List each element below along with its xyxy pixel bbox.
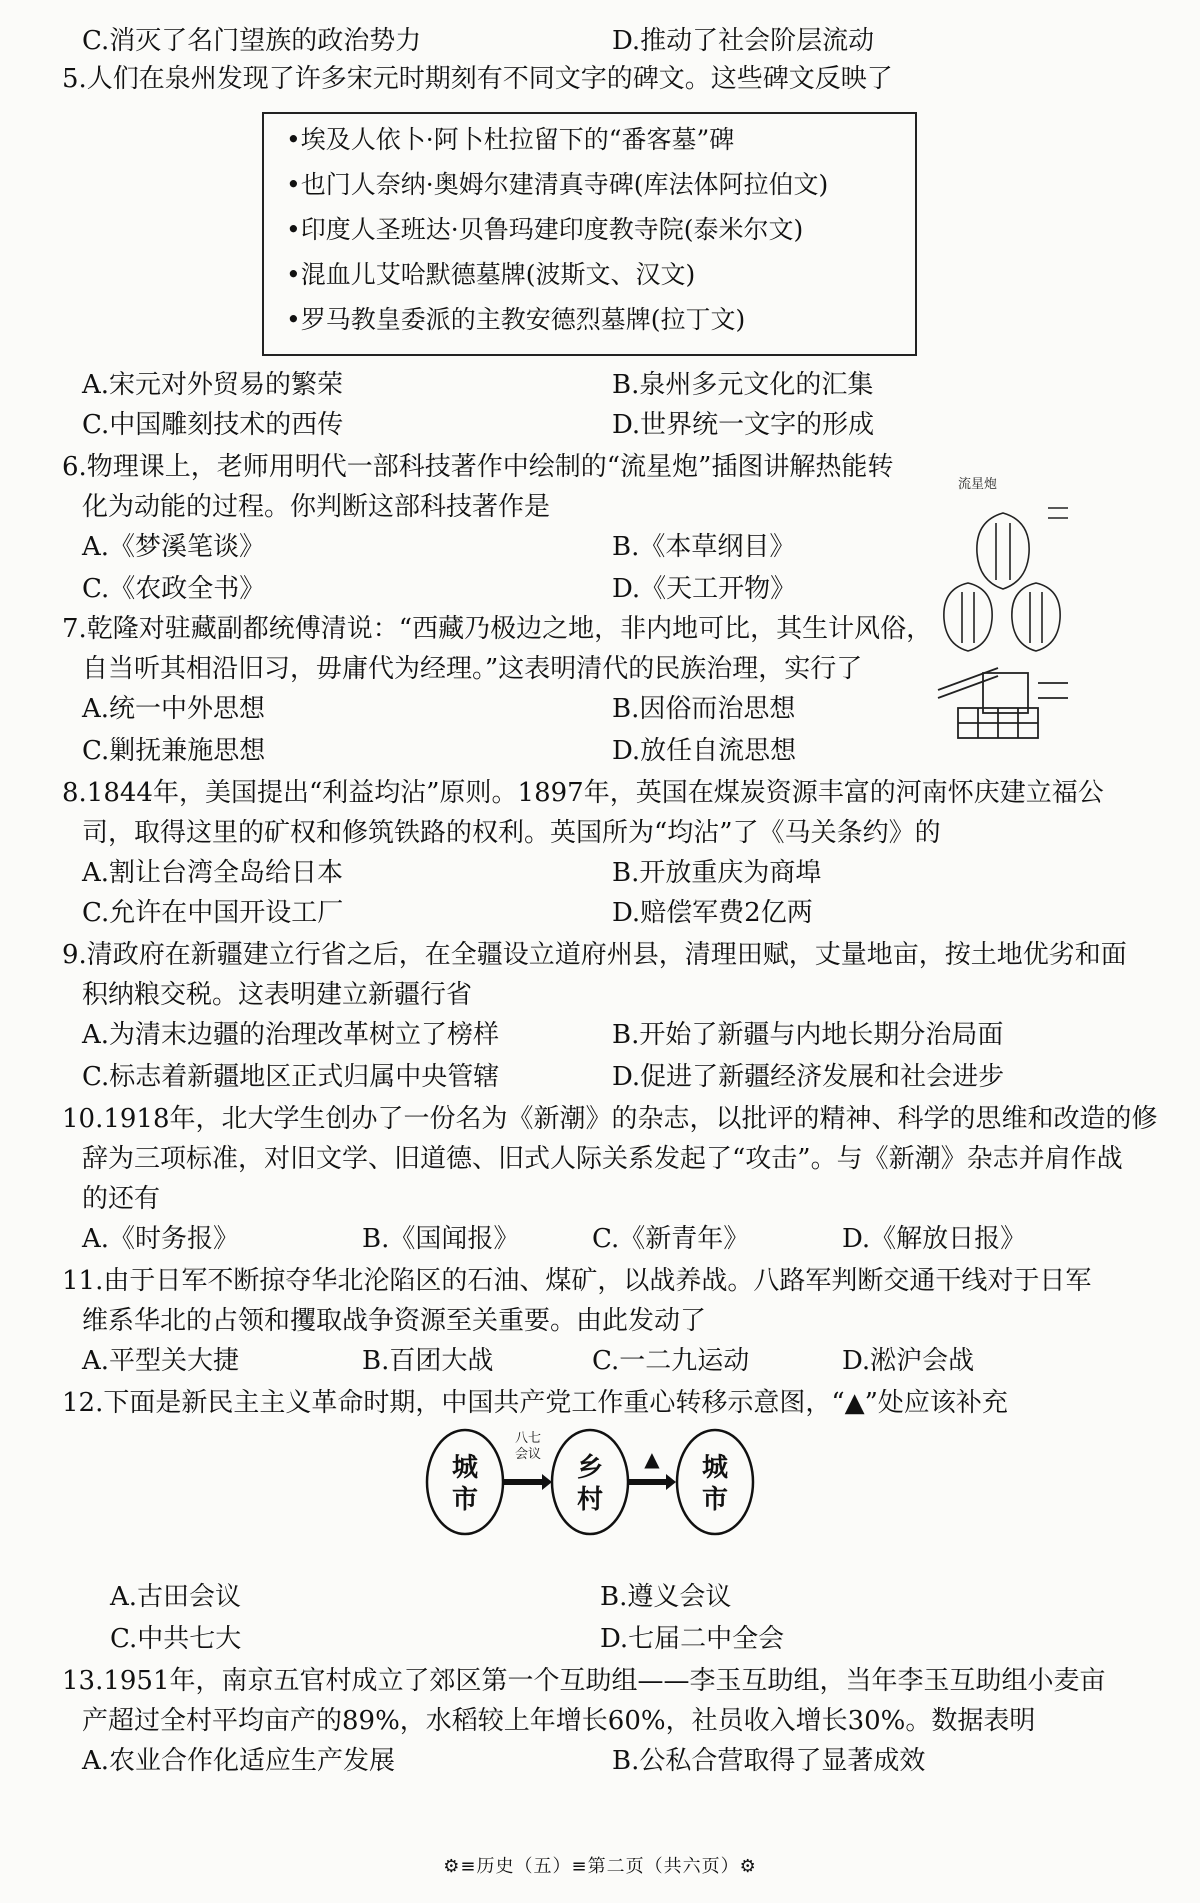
q10-option-d: D.《解放日报》 bbox=[842, 1224, 1027, 1254]
work-focus-transfer-diagram bbox=[420, 1420, 760, 1545]
q7-stem-line2: 自当听其相沿旧习，毋庸代为经理。”这表明清代的民族治理，实行了 bbox=[82, 654, 863, 684]
q8-stem-line1: 8.1844年，美国提出“利益均沾”原则。1897年，英国在煤炭资源丰富的河南怀庆建立福公 bbox=[62, 778, 1104, 808]
q10-option-b: B.《国闻报》 bbox=[362, 1224, 520, 1254]
q9-stem-line1: 9.清政府在新疆建立行省之后，在全疆设立道府州县，清理田赋，丈量地亩，按土地优劣和面 bbox=[62, 940, 1127, 970]
illustration-title: 流星炮 bbox=[958, 477, 998, 492]
q10-option-c: C.《新青年》 bbox=[592, 1224, 750, 1254]
q8-stem-line2: 司，取得这里的矿权和修筑铁路的权利。英国所为“均沾”了《马关条约》的 bbox=[82, 818, 941, 848]
q9-option-a: A.为清末边疆的治理改革树立了榜样 bbox=[82, 1020, 500, 1050]
rocket-cluster-drawing bbox=[944, 508, 1068, 651]
q5-stem: 5.人们在泉州发现了许多宋元时期刻有不同文字的碑文。这些碑文反映了 bbox=[62, 64, 893, 94]
q5-inscription-box bbox=[262, 112, 917, 356]
q11-stem-line2: 维系华北的占领和攫取战争资源至关重要。由此发动了 bbox=[82, 1306, 707, 1336]
q6-option-c: C.《农政全书》 bbox=[82, 574, 266, 604]
q5-box-item-2: •也门人奈纳·奥姆尔建清真寺碑(库法体阿拉伯文) bbox=[286, 170, 829, 199]
node2-char2: 村 bbox=[576, 1485, 604, 1515]
page-footer: ⚙≡历史（五）≡第二页（共六页）⚙ bbox=[443, 1856, 757, 1877]
q8-option-a: A.割让台湾全岛给日本 bbox=[82, 858, 344, 888]
q9-option-d: D.促进了新疆经济发展和社会进步 bbox=[612, 1062, 1005, 1092]
q5-option-a: A.宋元对外贸易的繁荣 bbox=[82, 370, 344, 400]
cannon-launcher-drawing bbox=[938, 668, 1068, 738]
arrow-eight-seven-meeting bbox=[504, 1474, 552, 1490]
q5-option-b: B.泉州多元文化的汇集 bbox=[612, 370, 874, 400]
q7-option-d: D.放任自流思想 bbox=[612, 736, 797, 766]
q7-stem-line1: 7.乾隆对驻藏副都统傅清说：“西藏乃极边之地，非内地可比，其生计风俗， bbox=[62, 614, 933, 644]
meteor-cannon-illustration bbox=[928, 468, 1078, 758]
node1-char1: 城 bbox=[451, 1453, 479, 1483]
q8-option-c: C.允许在中国开设工厂 bbox=[82, 898, 344, 928]
q12-stem: 12.下面是新民主主义革命时期，中国共产党工作重心转移示意图，“▲”处应该补充 bbox=[62, 1388, 1008, 1418]
q11-stem-line1: 11.由于日军不断掠夺华北沦陷区的石油、煤矿，以战养战。八路军判断交通干线对于日军 bbox=[62, 1266, 1092, 1296]
q6-stem-line1: 6.物理课上，老师用明代一部科技著作中绘制的“流星炮”插图讲解热能转 bbox=[62, 452, 894, 482]
q9-option-b: B.开始了新疆与内地长期分治局面 bbox=[612, 1020, 1004, 1050]
q6-option-b: B.《本草纲目》 bbox=[612, 532, 796, 562]
q13-stem-line2: 产超过全村平均亩产的89%，水稻较上年增长60%，社员收入增长30%。数据表明 bbox=[82, 1706, 1036, 1736]
q7-option-c: C.剿抚兼施思想 bbox=[82, 736, 266, 766]
q4-option-c: C.消灭了名门望族的政治势力 bbox=[82, 26, 422, 56]
q10-stem-line2: 辞为三项标准，对旧文学、旧道德、旧式人际关系发起了“攻击”。与《新潮》杂志并肩作战 bbox=[82, 1144, 1123, 1174]
q5-box-item-5: •罗马教皇委派的主教安德烈墓牌(拉丁文) bbox=[286, 305, 746, 334]
node3-char1: 城 bbox=[701, 1453, 729, 1483]
triangle-placeholder: ▲ bbox=[644, 1447, 660, 1471]
node3-char2: 市 bbox=[701, 1485, 729, 1515]
q12-option-b: B.遵义会议 bbox=[600, 1582, 732, 1612]
q13-option-a: A.农业合作化适应生产发展 bbox=[82, 1746, 396, 1776]
q8-option-b: B.开放重庆为商埠 bbox=[612, 858, 822, 888]
q11-option-b: B.百团大战 bbox=[362, 1346, 494, 1376]
q10-stem-line3: 的还有 bbox=[82, 1184, 161, 1214]
node2-char1: 乡 bbox=[576, 1453, 604, 1483]
q7-option-a: A.统一中外思想 bbox=[82, 694, 266, 724]
q6-stem-line2: 化为动能的过程。你判断这部科技著作是 bbox=[82, 492, 551, 522]
q6-option-a: A.《梦溪笔谈》 bbox=[82, 532, 266, 562]
arrow1-label-line2: 会议 bbox=[514, 1447, 542, 1462]
q9-option-c: C.标志着新疆地区正式归属中央管辖 bbox=[82, 1062, 500, 1092]
q7-option-b: B.因俗而治思想 bbox=[612, 694, 796, 724]
q6-option-d: D.《天工开物》 bbox=[612, 574, 797, 604]
q11-option-c: C.一二九运动 bbox=[592, 1346, 750, 1376]
q5-box-item-3: •印度人圣班达·贝鲁玛建印度教寺院(泰米尔文) bbox=[286, 215, 804, 244]
q13-stem-line1: 13.1951年，南京五官村成立了郊区第一个互助组——李玉互助组，当年李玉互助组小麦亩 bbox=[62, 1666, 1106, 1696]
q12-option-c: C.中共七大 bbox=[110, 1624, 242, 1654]
q10-option-a: A.《时务报》 bbox=[82, 1224, 240, 1254]
q11-option-a: A.平型关大捷 bbox=[82, 1346, 240, 1376]
q5-option-d: D.世界统一文字的形成 bbox=[612, 410, 875, 440]
q5-box-item-1: •埃及人依卜·阿卜杜拉留下的“番客墓”碑 bbox=[286, 125, 735, 154]
q13-option-b: B.公私合营取得了显著成效 bbox=[612, 1746, 926, 1776]
arrow-unknown-meeting bbox=[629, 1474, 676, 1490]
q11-option-d: D.淞沪会战 bbox=[842, 1346, 975, 1376]
q5-option-c: C.中国雕刻技术的西传 bbox=[82, 410, 344, 440]
arrow1-label-line1: 八七 bbox=[514, 1431, 542, 1446]
q5-box-item-4: •混血儿艾哈默德墓牌(波斯文、汉文) bbox=[286, 260, 696, 289]
q10-stem-line1: 10.1918年，北大学生创办了一份名为《新潮》的杂志，以批评的精神、科学的思维和改造的修 bbox=[62, 1104, 1158, 1134]
q12-option-a: A.古田会议 bbox=[110, 1582, 242, 1612]
q9-stem-line2: 积纳粮交税。这表明建立新疆行省 bbox=[82, 980, 473, 1010]
node1-char2: 市 bbox=[451, 1485, 479, 1515]
q4-option-d: D.推动了社会阶层流动 bbox=[612, 26, 875, 56]
q8-option-d: D.赔偿军费2亿两 bbox=[612, 898, 813, 928]
q12-option-d: D.七届二中全会 bbox=[600, 1624, 785, 1654]
